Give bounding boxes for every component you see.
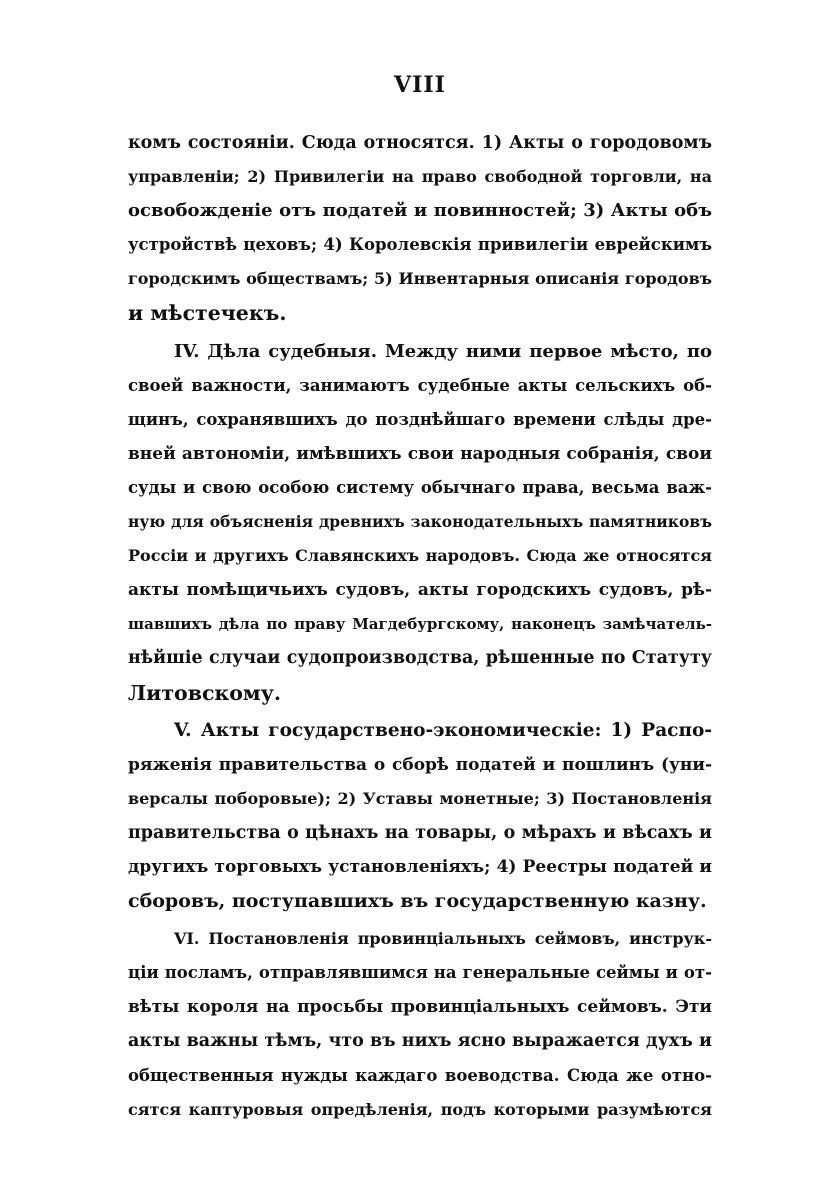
- text-line: вѣты короля на просьбы провинціальныхъ сеймовъ. Эти: [128, 997, 712, 1018]
- text-line: вней автономіи, имѣвшихъ свои народныя собранія, свои: [128, 443, 712, 464]
- paragraph-vi: [128, 922, 712, 1127]
- text-line: ряженія правительства о сборѣ податей и пошлинъ (уни-: [128, 754, 712, 775]
- text-line: сятся каптуровыя опредѣленія, подъ которыми разумѣются: [128, 1099, 712, 1119]
- text-line: версалы поборовые); 2) Уставы монетные; 3) Постановленія: [128, 788, 712, 808]
- text-line: комъ состояніи. Сюда относятся. 1) Акты о городовомъ: [128, 133, 712, 153]
- text-line: общественныя нужды каждаго воеводства. Сюда же отно-: [128, 1065, 712, 1085]
- text-line: щинъ, сохранявшихъ до позднѣйшаго времени слѣды дре-: [128, 409, 712, 429]
- text-line: сборовъ, поступавшихъ въ государственную казну.: [128, 890, 707, 913]
- paragraph-1: [128, 126, 712, 331]
- paragraph-iv: [128, 335, 712, 710]
- text-line: акты помѣщичьихъ судовъ, акты городскихъ судовъ, рѣ-: [128, 580, 712, 601]
- text-line: городскимъ обществамъ; 5) Инвентарныя описанія городовъ: [128, 269, 712, 289]
- text-line: суды и свою особою систему обычнаго права, весьма важ-: [128, 477, 712, 497]
- text-line: своей важности, занимаютъ судебные акты сельскихъ об-: [128, 375, 712, 395]
- text-line: другихъ торговыхъ установленіяхъ; 4) Реестры податей и: [128, 856, 712, 877]
- text-line: V. Акты государствено-экономическіе: 1) Распо-: [174, 719, 712, 741]
- text-line: Литовскому.: [128, 680, 281, 705]
- page-number: VIII: [394, 72, 446, 98]
- text-line: Россіи и другихъ Славянскихъ народовъ. Сюда же относятся: [128, 546, 712, 566]
- text-line: ціи посламъ, отправлявшимся на генеральные сеймы и от-: [128, 963, 712, 983]
- text-line: IV. Дѣла судебныя. Между ними первое мѣсто, по: [174, 340, 712, 362]
- body-text: [128, 126, 712, 1127]
- paragraph-v: [128, 714, 712, 919]
- text-line: VI. Постановленія провинціальныхъ сеймовъ, инструк-: [174, 929, 712, 949]
- text-line: устройствѣ цеховъ; 4) Королевскія привилегіи еврейскимъ: [128, 235, 712, 255]
- text-line: освобожденіе отъ податей и повинностей; 3) Акты объ: [128, 200, 712, 222]
- text-line: шавшихъ дѣла по праву Магдебургскому, наконецъ замѣчатель-: [128, 615, 712, 634]
- text-line: ную для объясненія древнихъ законодательныхъ памятниковъ: [128, 512, 712, 532]
- text-line: и мѣстечекъ.: [128, 301, 287, 326]
- text-line: управленіи; 2) Привилегіи на право свободной торговли, на: [128, 167, 712, 187]
- text-line: акты важны тѣмъ, что въ нихъ ясно выражается духъ и: [128, 1031, 712, 1052]
- text-line: нѣйшіе случаи судопроизводства, рѣшенные по Статуту: [128, 648, 712, 669]
- text-line: правительства о цѣнахъ на товары, о мѣрахъ и вѣсахъ и: [128, 822, 712, 843]
